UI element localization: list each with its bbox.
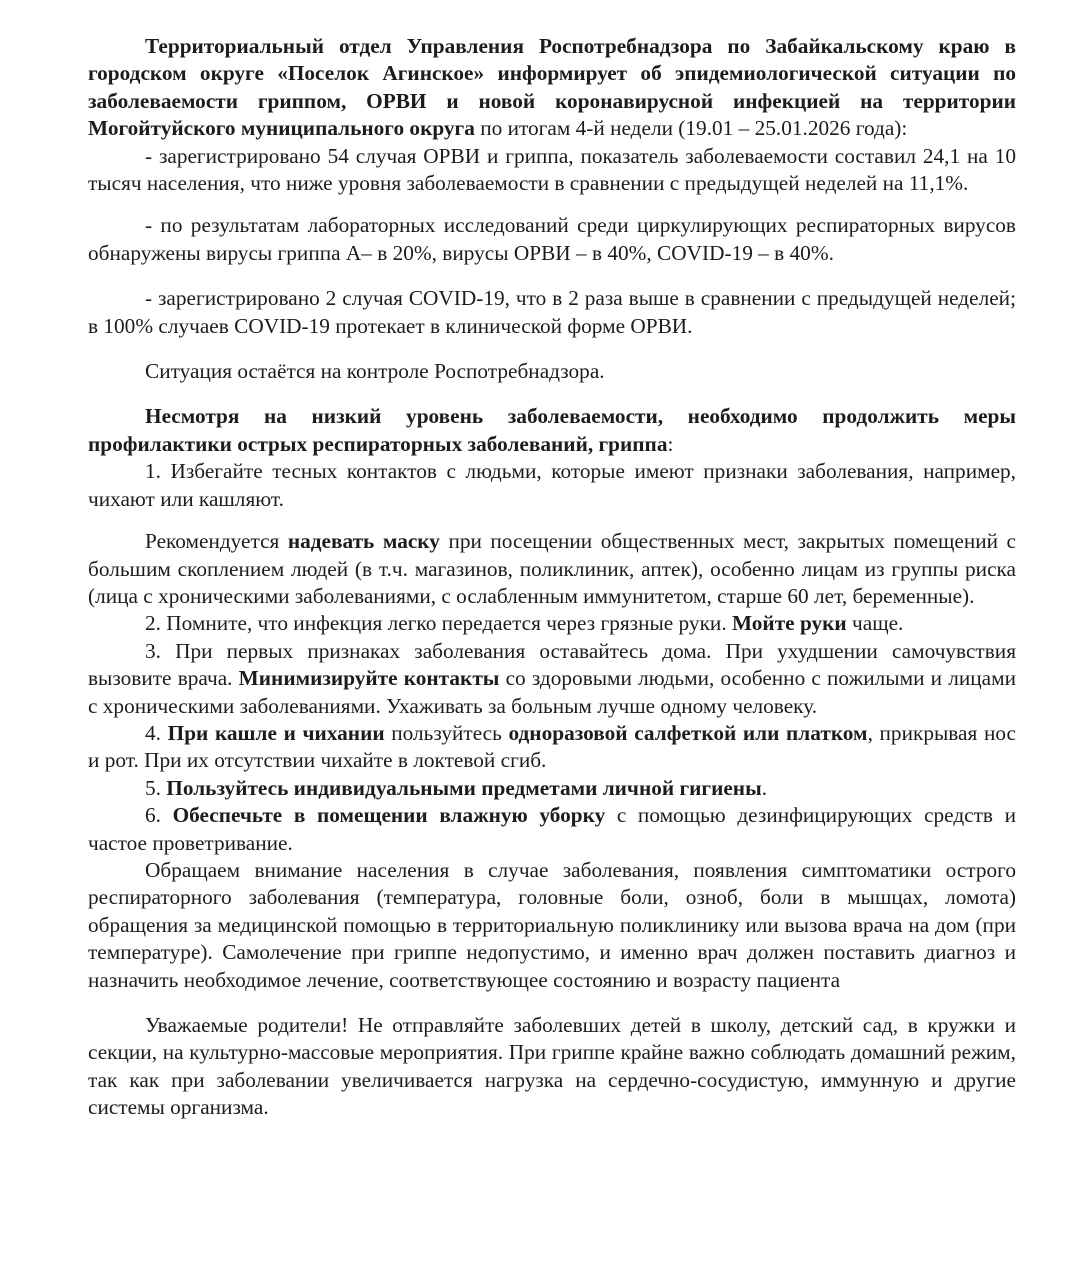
mask-recommendation-paragraph bbox=[88, 528, 1016, 610]
intro-period-text: по итогам 4-й недели (19.01 – 25.01.2026 года): bbox=[474, 116, 908, 141]
wet-cleaning-bold-text: Обеспечьте в помещении влажную уборку bbox=[172, 803, 606, 828]
measure-item-6 bbox=[88, 802, 1016, 857]
prevention-colon: : bbox=[667, 431, 674, 456]
stat-covid-paragraph: - зарегистрировано 2 случая COVID-19, что в 2 раза выше в сравнении с предыдущей неделей; в 100% случаев COVID-19 протекает в клинической форме ОРВИ. bbox=[88, 286, 1016, 338]
mask-text-a: Рекомендуется bbox=[145, 529, 288, 554]
item-4-text-e: , прикрывая нос и рот. При их отсутствии чихайте в локтевой сгиб. bbox=[88, 720, 1016, 773]
parents-paragraph: Уважаемые родители! Не отправляйте заболевших детей в школу, детский сад, в кружки и секции, на культурно-массовые мероприятия. При гриппе крайне важно соблюдать домашний режим, так как при заболевании увеличивается нагрузка на сердечно-сосудистую, иммунную и другие системы организма. bbox=[88, 1013, 1016, 1120]
intro-paragraph bbox=[88, 33, 1016, 143]
control-paragraph: Ситуация остаётся на контроле Роспотребнадзора. bbox=[145, 359, 605, 384]
prevention-heading-paragraph bbox=[88, 403, 1016, 458]
prevention-bold-text: Несмотря на низкий уровень заболеваемости, необходимо продолжить меры профилактики острых респираторных заболеваний, гриппа bbox=[88, 404, 1016, 456]
mask-text-c: при посещении общественных мест, закрытых помещений с большим скоплением людей (в т.ч. магазинов, поликлиник, аптек), особенно лицам из группы риска (лица с хроническими заболеваниями, с ослабленным иммунитетом, старше 60 лет, беременные). bbox=[88, 529, 1016, 608]
item-3-text-a: 3. При первых признаках заболевания оставайтесь дома. При ухудшении самочувствия вызовите врача. bbox=[88, 638, 1016, 691]
measure-item-1: 1. Избегайте тесных контактов с людьми, которые имеют признаки заболевания, например, чихают или кашляют. bbox=[88, 459, 1016, 511]
item-2-text-c: чаще. bbox=[846, 611, 904, 636]
item-3-text-c: со здоровыми людьми, особенно с пожилыми и лицами с хроническими заболеваниями. Ухаживать за больным лучше одному человеку. bbox=[88, 666, 1016, 718]
wash-hands-bold-text: Мойте руки bbox=[731, 611, 847, 636]
minimize-contacts-bold-text: Минимизируйте контакты bbox=[238, 666, 500, 691]
stat-lab-paragraph: - по результатам лабораторных исследований среди циркулирующих респираторных вирусов обнаружены вирусы гриппа А– в 20%, вирусы ОРВИ – в 40%, COVID-19 – в 40%. bbox=[88, 213, 1016, 265]
stat-orvi-paragraph: - зарегистрировано 54 случая ОРВИ и гриппа, показатель заболеваемости составил 24,1 на 10 тысяч населения, что ниже уровня заболеваемости в сравнении с предыдущей неделей на 11,1%. bbox=[88, 143, 1016, 196]
hygiene-bold-text: Пользуйтесь индивидуальными предметами личной гигиены bbox=[166, 775, 762, 800]
item-6-text-a: 6. bbox=[145, 803, 173, 828]
measure-item-3 bbox=[88, 638, 1016, 720]
item-5-text-a: 5. bbox=[145, 775, 167, 800]
cough-sneeze-bold-text: При кашле и чихании bbox=[167, 720, 385, 745]
tissue-bold-text: одноразовой салфеткой или платком bbox=[508, 720, 868, 745]
item-4-text-a: 4. bbox=[145, 720, 168, 745]
item-5-text-c: . bbox=[761, 775, 768, 800]
measure-item-4 bbox=[88, 720, 1016, 775]
item-6-text-c: с помощью дезинфицирующих средств и частое проветривание. bbox=[88, 803, 1017, 855]
item-2-text-a: 2. Помните, что инфекция легко передается через грязные руки. bbox=[145, 611, 732, 636]
document-page bbox=[88, 33, 1016, 1122]
item-4-text-c: пользуйтесь bbox=[384, 720, 509, 745]
attention-paragraph: Обращаем внимание населения в случае заболевания, появления симптоматики острого респираторного заболевания (температура, головные боли, озноб, боли в мышцах, ломота) обращения за медицинской помощью в территориальную поликлинику или вызова врача на дом (при температуре). Самолечение при гриппе недопустимо, и именно врач должен поставить диагноз и назначить необходимое лечение, соответствующее состоянию и возрасту пациента bbox=[88, 857, 1016, 992]
mask-bold-text: надевать маску bbox=[287, 529, 440, 554]
intro-bold-text: Территориальный отдел Управления Роспотребнадзора по Забайкальскому краю в городском округе «Поселок Агинское» информирует об эпидемиологической ситуации по заболеваемости гриппом, ОРВИ и новой коронавирусной инфекцией на территории Могойтуйского муниципального округа bbox=[88, 34, 1016, 141]
measure-item-5 bbox=[88, 775, 1016, 802]
measure-item-2 bbox=[88, 610, 1016, 637]
